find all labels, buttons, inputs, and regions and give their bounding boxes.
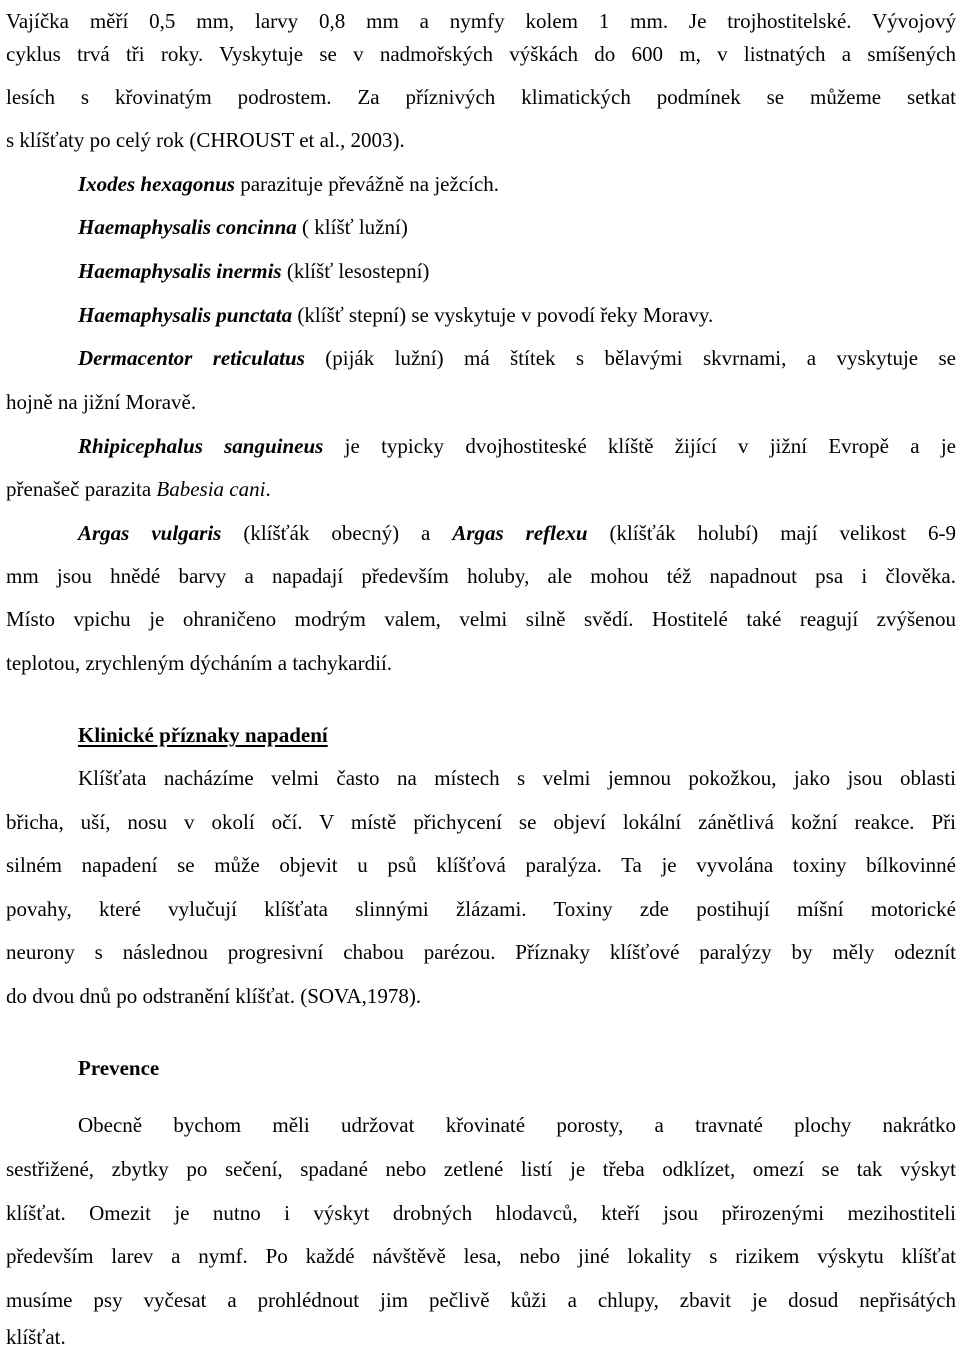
species-text-concinna: ( klíšť lužní)	[296, 215, 408, 239]
species-name-inermis: Haemaphysalis inermis	[78, 259, 282, 283]
prevention-line-6: klíšťat.	[6, 1325, 66, 1349]
prevention-heading: Prevence	[78, 1056, 160, 1080]
argas-line-4: teplotou, zrychleným dýcháním a tachykardií.	[6, 651, 393, 675]
species-concinna	[78, 212, 956, 242]
rhipicephalus-text-pre: přenašeč parazita	[6, 477, 157, 501]
species-argas	[78, 518, 956, 548]
species-name-rhipicephalus: Rhipicephalus sanguineus	[78, 434, 324, 458]
clinical-line-6: do dvou dnů po odstranění klíšťat. (SOVA,1978).	[6, 984, 422, 1008]
rhipicephalus-text-post: .	[265, 477, 271, 501]
prevention-line-2: sestřižené, zbytky po sečení, spadané nebo zetlené listí je třeba odklízet, omezí se tak výskyt	[6, 1157, 956, 1181]
species-text-punctata: (klíšť stepní) se vyskytuje v povodí řeky Moravy.	[292, 303, 714, 327]
clinical-line-4: povahy, které vylučují klíšťata slinnými žlázami. Toxiny zde postihují míšní motorické	[6, 897, 956, 921]
species-dermacentor	[78, 343, 956, 373]
species-text-inermis: (klíšť lesostepní)	[281, 259, 430, 283]
species-dermacentor-cont: hojně na jižní Moravě.	[6, 390, 197, 414]
species-inermis	[78, 256, 956, 286]
argas-line-2: mm jsou hnědé barvy a napadají především holuby, ale mohou též napadnout psa i člověka.	[6, 564, 956, 588]
prevention-line-4: především larev a nymf. Po každé návštěvě lesa, nebo jiné lokality s rizikem výskytu klíšťat	[6, 1244, 956, 1268]
species-name-argas-vulgaris: Argas vulgaris	[78, 521, 222, 545]
clinical-heading: Klinické příznaky napadení	[78, 723, 328, 747]
argas-text: (klíšťák holubí) mají velikost 6-9	[587, 521, 956, 545]
clinical-line-2: břicha, uší, nosu v okolí očí. V místě přichycení se objeví lokální zánětlivá kožní reakce. Při	[6, 810, 956, 834]
prevention-line-1: Obecně bychom měli udržovat křovinaté porosty, a travnaté plochy nakrátko	[78, 1113, 956, 1137]
clinical-line-3: silném napadení se může objevit u psů klíšťová paralýza. Ta je vyvolána toxiny bílkovinné	[6, 853, 956, 877]
species-rhipicephalus	[78, 431, 956, 461]
species-name-ixodes: Ixodes hexagonus	[78, 172, 235, 196]
species-name-concinna: Haemaphysalis concinna	[78, 215, 297, 239]
prevention-line-5: musíme psy vyčesat a prohlédnout jim pečlivě kůži a chlupy, zbavit je dosud nepřisátých	[6, 1288, 956, 1312]
species-name-dermacentor: Dermacentor reticulatus	[78, 346, 305, 370]
argas-line-3: Místo vpichu je ohraničeno modrým valem, velmi silně svědí. Hostitelé také reagují zvýšenou	[6, 607, 956, 631]
species-text-ixodes: parazituje převážně na ježcích.	[234, 172, 500, 196]
intro-line-1: Vajíčka měří 0,5 mm, larvy 0,8 mm a nymfy kolem 1 mm. Je trojhostitelské. Vývojový	[6, 9, 956, 33]
argas-mid-text: (klíšťák obecný) a	[221, 521, 453, 545]
species-text-rhipicephalus: je typicky dvojhostiteské klíště žijící v jižní Evropě a je	[323, 434, 956, 458]
clinical-line-1: Klíšťata nacházíme velmi často na místech s velmi jemnou pokožkou, jako jsou oblasti	[78, 766, 956, 790]
prevention-line-3: klíšťat. Omezit je nutno i výskyt drobných hlodavců, kteří jsou přirozenými mezihostiteli	[6, 1201, 956, 1225]
species-text-dermacentor: (piják lužní) má štítek s bělavými skvrnami, a vyskytuje se	[304, 346, 956, 370]
clinical-line-5: neurony s následnou progresivní chabou parézou. Příznaky klíšťové paralýzy by měly odeznít	[6, 940, 956, 964]
species-punctata	[78, 300, 956, 330]
species-name-argas-reflexu: Argas reflexu	[452, 521, 588, 545]
intro-line-4: s klíšťaty po celý rok (CHROUST et al., 2003).	[6, 128, 405, 152]
species-rhipicephalus-cont	[6, 474, 956, 504]
intro-line-2: cyklus trvá tři roky. Vyskytuje se v nadmořských výškách do 600 m, v listnatých a smíšených	[6, 42, 956, 66]
species-name-punctata: Haemaphysalis punctata	[78, 303, 293, 327]
babesia-name: Babesia cani	[156, 477, 266, 501]
species-ixodes	[78, 169, 956, 199]
intro-line-3: lesích s křovinatým podrostem. Za příznivých klimatických podmínek se můžeme setkat	[6, 85, 956, 109]
